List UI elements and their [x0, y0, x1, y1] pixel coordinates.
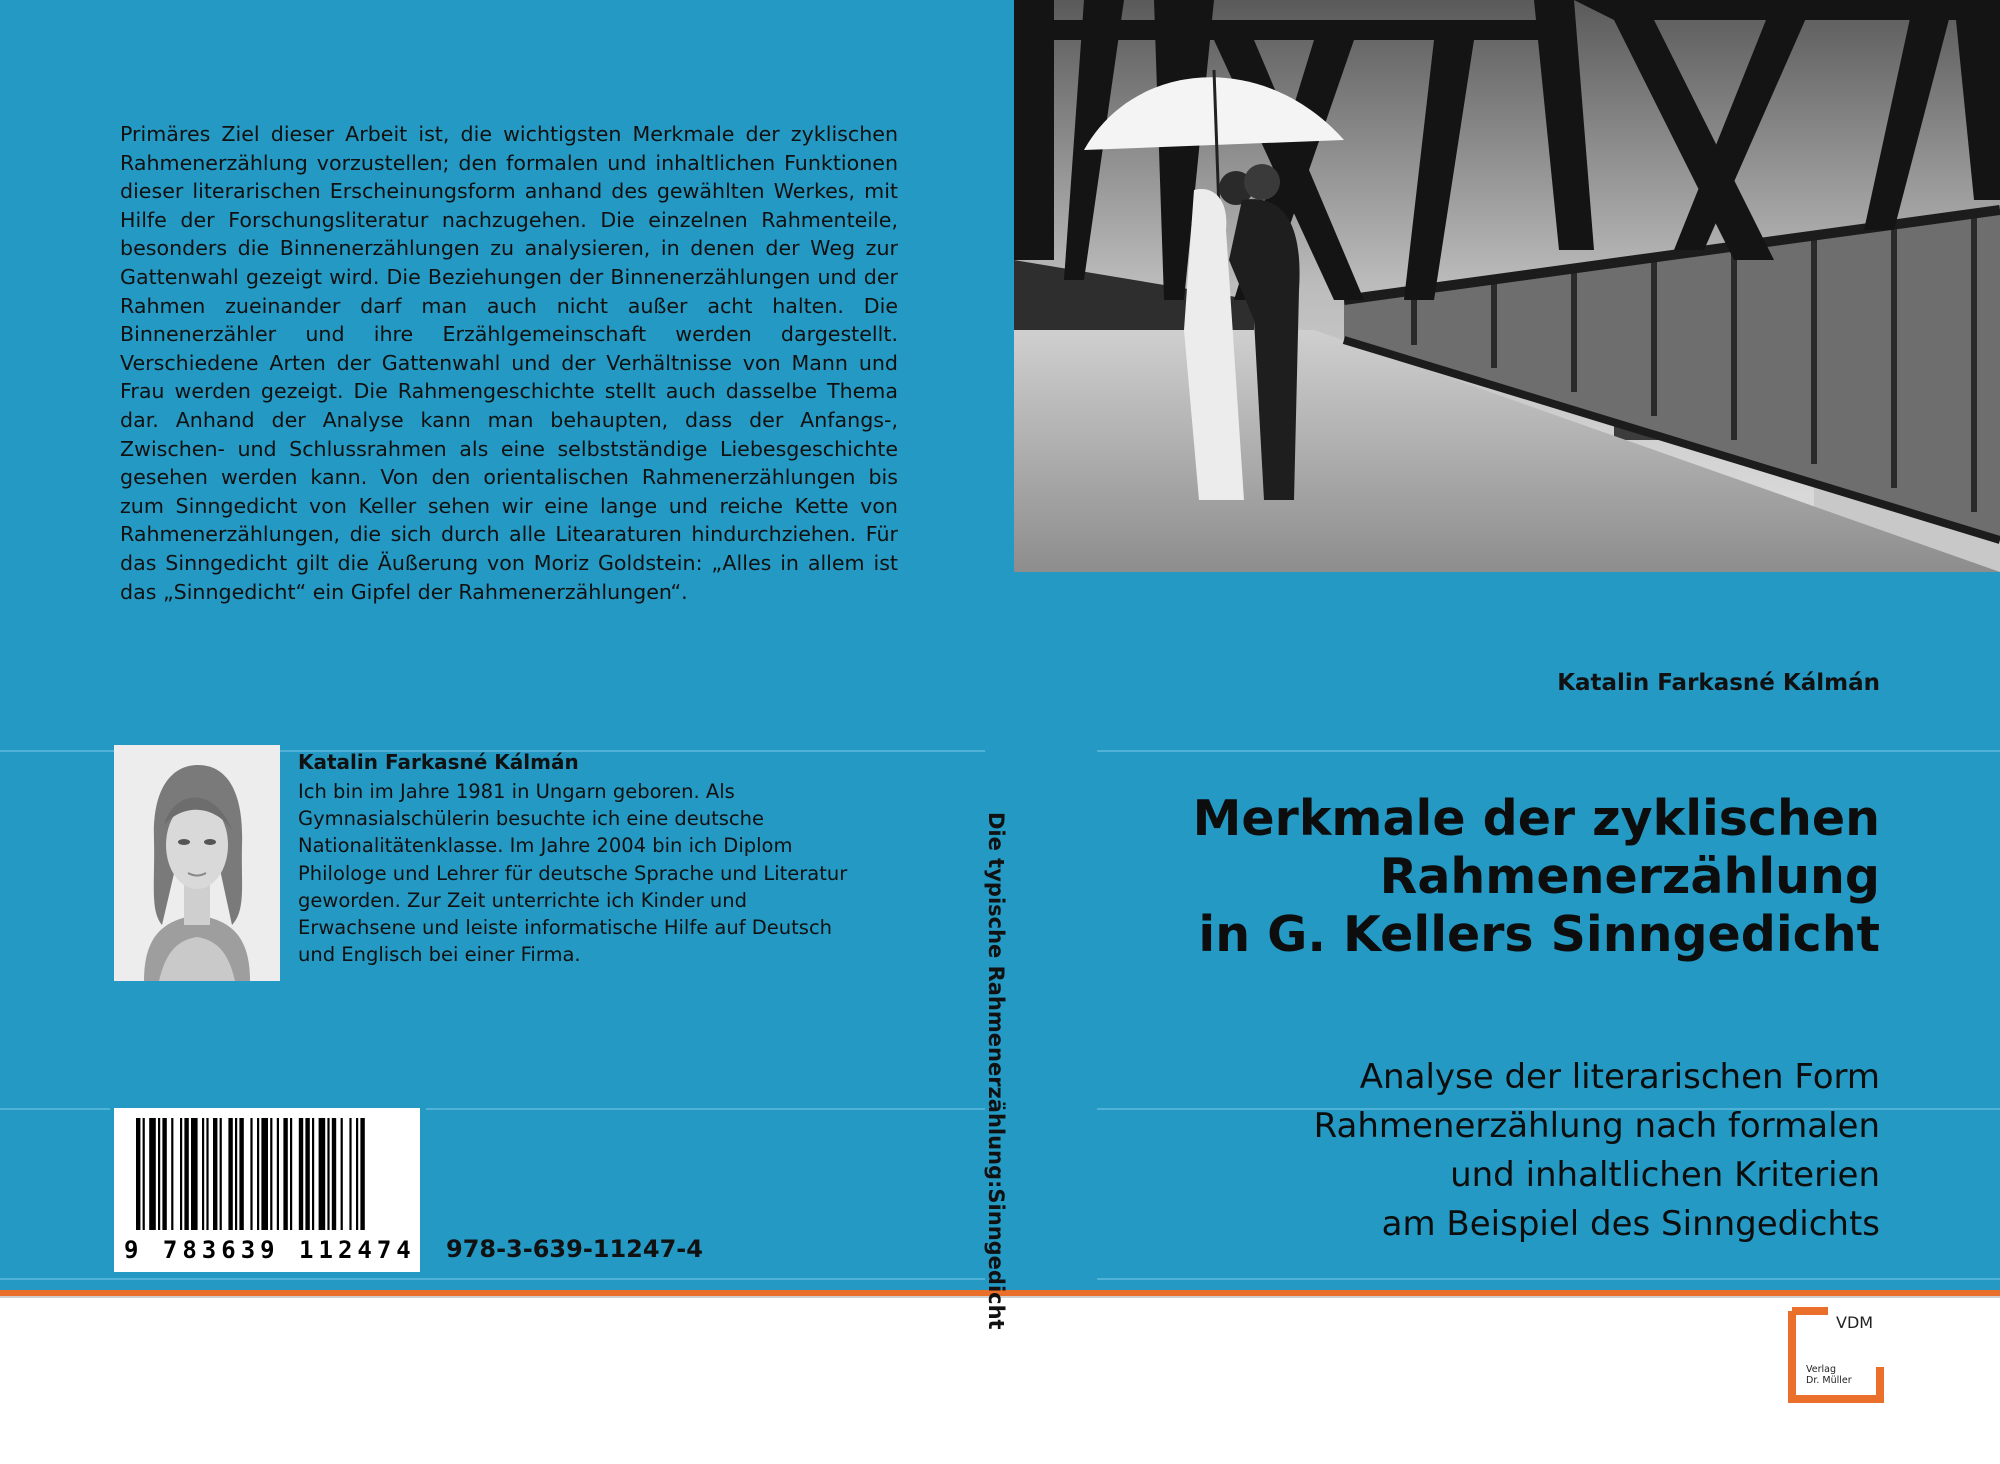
publisher-line: Verlag: [1806, 1364, 1837, 1375]
barcode-bar: [270, 1118, 272, 1230]
isbn-label: 978-3-639-11247-4: [446, 1235, 703, 1263]
back-cover-blurb: Primäres Ziel dieser Arbeit ist, die wichtigsten Merkmale der zyklischen Rahmenerzählung vorzustellen; den formalen und inhaltlichen Funktionen dieser literarischen Erscheinungsform anhand des gewählten Werkes, mit Hilfe der Forschungsliteratur nachzugehen. Die einzelnen Rahmenteile, besonders die Binnenerzählungen zu analysieren, in denen der Weg zur Gattenwahl gezeigt wird. Die Beziehungen der Binnenerzählungen und der Rahmen zueinander darf man auch nicht außer acht halten. Die Binnenerzähler und ihre Erzählgemeinschaft werden dargestellt. Verschiedene Arten der Gattenwahl und der Verhältnisse von Mann und Frau werden gezeigt. Die Rahmengeschichte stellt auch dasselbe Thema dar. Anhand der Analyse kann man behaupten, dass der Anfangs-, Zwischen- und Schlussrahmen als eine selbstständige Liebesgeschichte gesehen werden kann. Von den orientalischen Rahmenerzählungen bis zum Sinngedicht von Keller sehen wir eine lange und reiche Kette von Rahmenerzählungen, die sich durch alle Litearaturen hindurchziehen. Für das Sinngedicht gilt die Äußerung von Moriz Goldstein: „Alles in allem ist das „Sinngedicht“ ein Gipfel der Rahmenerzählungen“.: [120, 122, 898, 604]
barcode-bar: [202, 1118, 204, 1230]
barcode-bar: [257, 1118, 259, 1230]
barcode-bar: [299, 1118, 303, 1230]
barcode-bar: [149, 1118, 156, 1230]
barcode-bar: [332, 1118, 336, 1230]
author-name-back: Katalin Farkasné Kálmán: [298, 750, 579, 774]
barcode-bar: [290, 1118, 292, 1230]
barcode-bar: [171, 1118, 173, 1230]
barcode-bar: [191, 1118, 198, 1230]
barcode-bars: [114, 1108, 420, 1232]
barcode-bar: [213, 1118, 217, 1230]
barcode-bar: [136, 1118, 140, 1230]
barcode-bar: [283, 1118, 287, 1230]
barcode-bar: [228, 1118, 232, 1230]
barcode-bar: [239, 1118, 243, 1230]
barcode-bar: [220, 1118, 222, 1230]
author-name-front: Katalin Farkasné Kálmán: [1557, 670, 1880, 696]
author-portrait-image: [114, 745, 280, 981]
barcode-bar: [349, 1118, 351, 1230]
barcode-bar: [184, 1118, 188, 1230]
barcode-bar: [235, 1118, 237, 1230]
barcode-bar: [143, 1118, 145, 1230]
barcode-bar: [162, 1118, 166, 1230]
subtitle-line: am Beispiel des Sinngedichts: [1381, 1204, 1880, 1244]
book-subtitle: [1060, 1053, 1880, 1249]
barcode-bar: [312, 1118, 314, 1230]
publisher-line: Dr. Müller: [1806, 1375, 1852, 1386]
book-title: [1060, 790, 1880, 964]
barcode: [114, 1108, 420, 1272]
publisher-logo-subtext: [1806, 1364, 1852, 1386]
subtitle-line: und inhaltlichen Kriterien: [1450, 1155, 1880, 1195]
barcode-bar: [360, 1118, 364, 1230]
divider-line: [0, 1278, 985, 1280]
subtitle-line: Rahmenerzählung nach formalen: [1313, 1106, 1880, 1146]
subtitle-line: Analyse der literarischen Form: [1359, 1057, 1880, 1097]
publisher-logo-text: VDM: [1836, 1313, 1874, 1332]
barcode-bar: [206, 1118, 208, 1230]
barcode-digits: 9 783639 112474: [124, 1236, 416, 1264]
barcode-bar: [341, 1118, 343, 1230]
cover-photo: [1014, 0, 2000, 572]
title-line: Merkmale der zyklischen: [1192, 790, 1880, 847]
divider-line: [426, 1108, 985, 1110]
barcode-bar: [180, 1118, 182, 1230]
spine-title: Die typische Rahmenerzählung:Sinngedicht: [984, 812, 1008, 1330]
divider-line: [1097, 750, 2000, 752]
divider-line: [0, 1108, 110, 1110]
barcode-bar: [158, 1118, 160, 1230]
barcode-bar: [250, 1118, 252, 1230]
barcode-bar: [319, 1118, 326, 1230]
barcode-bar: [305, 1118, 309, 1230]
title-line: Rahmenerzählung: [1379, 848, 1880, 905]
barcode-bar: [277, 1118, 279, 1230]
barcode-bar: [327, 1118, 329, 1230]
barcode-bar: [356, 1118, 358, 1230]
divider-line: [1097, 1278, 2000, 1280]
title-line: in G. Kellers Sinngedicht: [1198, 906, 1880, 963]
barcode-bar: [261, 1118, 268, 1230]
author-bio: Ich bin im Jahre 1981 in Ungarn geboren. Als Gymnasialschülerin besuchte ich eine deutsche Nationalitätenklasse. Im Jahre 2004 bin ich Diplom Philologe und Lehrer für deutsche Sprache und Literatur geworden. Zur Zeit unterrichte ich Kinder und Erwachsene und leiste informatische Hilfe auf Deutsch und Englisch bei einer Firma.: [298, 780, 848, 967]
